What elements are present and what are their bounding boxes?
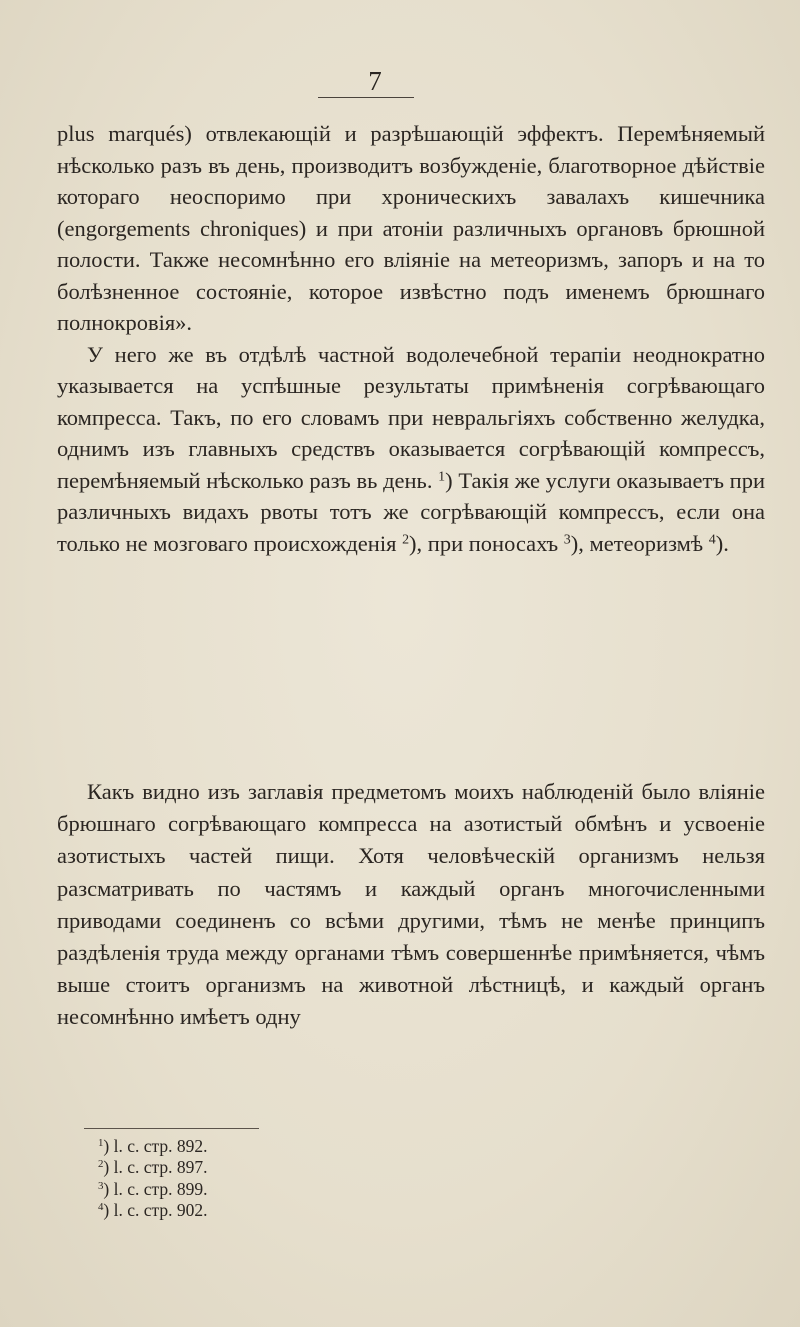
footnote-ref-2: 2 [402, 531, 410, 547]
paragraph-therapy-text-c: , при поносахъ [416, 530, 559, 556]
page-number: 7 [368, 66, 382, 96]
paragraph-therapy-text-e: . [723, 530, 729, 556]
footnote-text: ) l. c. стр. 897. [103, 1157, 208, 1178]
page-number-rule [318, 97, 414, 98]
footnote-4 [98, 1200, 398, 1221]
footnote-mark: 1 [98, 1137, 104, 1150]
footnote-mark: 2 [98, 1158, 104, 1171]
footnote-mark: 3 [98, 1179, 104, 1192]
paragraph-observations: Какъ видно изъ заглавія предметомъ моихъ наблюденій было вліяніе брюшнаго согрѣвающаго компресса на азотистый обмѣнъ и усвоеніе азотистыхъ частей пищи. Хотя человѣческій организмъ нельзя разсматривать по частямъ и каждый органъ многочисленными приводами соединенъ со всѣми другими, тѣмъ не менѣе принципъ раздѣленія труда между органами тѣмъ совершеннѣе примѣняется, чѣмъ выше стоитъ организмъ на животной лѣстницѣ, и каждый органъ несомнѣнно имѣетъ одну [57, 779, 765, 1030]
paragraph-therapy-text-a: У него же въ отдѣлѣ частной водолечебной терапіи неоднократно указывается на успѣшные результаты примѣненія согрѣвающаго компресса. Такъ, по его словамъ при невральгіяхъ собственно желудка, однимъ изъ главныхъ средствъ оказывается согрѣвающій компрессъ, перемѣняемый нѣсколько разъ вь день. [57, 341, 765, 493]
footnotes [98, 1136, 398, 1221]
footnote-1 [98, 1136, 398, 1157]
footnote-text: ) l. c. стр. 892. [103, 1136, 208, 1156]
main-text-lower [57, 776, 765, 1034]
footnote-mark: 4 [98, 1200, 104, 1213]
footnote-ref-1: 1 [438, 468, 446, 484]
footnote-ref-3: 3 [563, 531, 571, 547]
footnote-2 [98, 1157, 398, 1178]
paragraph-continued: plus marqués) отвлекающій и разрѣшающій эффектъ. Перемѣняемый нѣсколько разъ въ день, производитъ возбужденіе, благотворное дѣйствіе котораго неоспоримо при хроническихъ завалахъ кишечника (engorgements chroniques) и при атоніи различныхъ органовъ брюшной полости. Также несомнѣнно его вліяніе на метеоризмъ, запоръ и на то болѣзненное состояніе, которое извѣстно подъ именемъ брюшнаго полнокровія». [57, 121, 765, 335]
footnote-rule [84, 1128, 259, 1129]
paragraph-therapy-text-d: , метеоризмѣ [578, 530, 704, 556]
footnote-text: ) l. c. стр. 902. [103, 1199, 208, 1220]
main-text-upper [57, 118, 765, 559]
footnote-text: ) l. c. стр. 899. [103, 1178, 208, 1199]
footnote-ref-4: 4 [708, 531, 716, 547]
paragraph-therapy: У него же въ отдѣлѣ частной водолечебной терапіи неоднократно указывается на успѣшные результаты примѣненія согрѣвающаго компресса. Такъ, по его словамъ при невральгіяхъ собственно желудка, однимъ изъ главныхъ средствъ оказывается согрѣвающій компрессъ, перемѣняемый нѣсколько разъ вь день. $^1$) Такія же услуги оказываетъ при различныхъ видахъ рвоты тотъ же согрѣвающій компрессъ, если она только не мозговаго происхожденія $^2$), при поносахъ $^3$), метеоризмѣ $^4$). [57, 341, 765, 556]
paragraph-therapy-text-b: Такія же услуги оказываетъ при различныхъ видахъ рвоты тотъ же согрѣвающій компрессъ, если она только не мозговаго происхожденія [57, 467, 765, 556]
footnote-3 [98, 1179, 398, 1200]
